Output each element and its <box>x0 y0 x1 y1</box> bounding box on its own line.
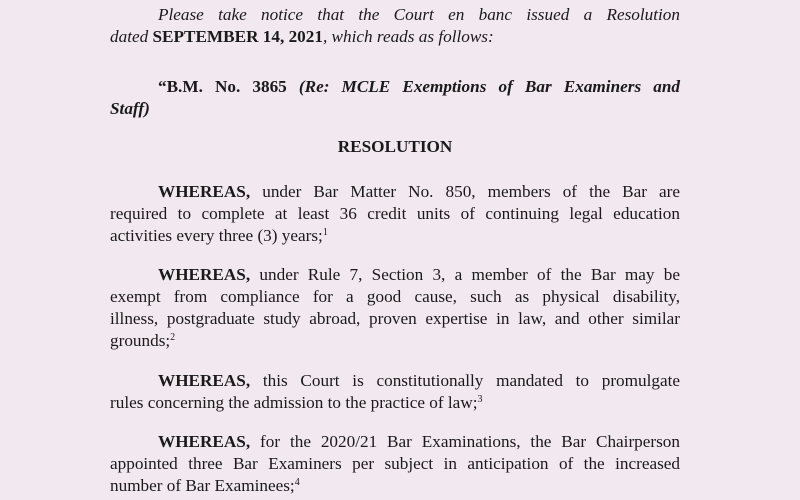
paragraph-line: activities every three (3) years;$^1$ <box>110 226 328 245</box>
whereas-paragraph-2 <box>110 264 680 352</box>
paragraph-line: WHEREAS, this Court is constitutionally mandated to promulgate <box>158 371 680 390</box>
paragraph-line: required to complete at least 36 credit units of continuing legal education <box>110 204 680 223</box>
case-number: B.M. No. 3865 <box>166 77 287 96</box>
case-title-line-1: “B.M. No. 3865 (Re: MCLE Exemptions of Bar Examiners and <box>158 77 680 96</box>
paragraph-line: WHEREAS, for the 2020/21 Bar Examinations, the Bar Chairperson <box>158 432 680 451</box>
footnote-marker: 4 <box>294 477 300 488</box>
whereas-paragraph-3 <box>110 370 680 414</box>
whereas-paragraph-4 <box>110 431 680 497</box>
footnote-marker: 1 <box>322 227 328 238</box>
notice-paragraph <box>110 4 680 48</box>
paragraph-line: illness, postgraduate study abroad, proven expertise in law, and other similar <box>110 309 680 328</box>
paragraph-line: WHEREAS, under Bar Matter No. 850, members of the Bar are <box>158 182 680 201</box>
whereas-paragraph-1 <box>110 181 680 247</box>
case-title <box>110 76 680 120</box>
notice-line-2: dated SEPTEMBER 14, 2021, which reads as follows: <box>110 27 494 46</box>
paragraph-line: rules concerning the admission to the practice of law;$^3$ <box>110 393 483 412</box>
resolution-text <box>110 0 680 500</box>
paragraph-line: number of Bar Examinees;$^4$ <box>110 476 300 495</box>
paragraph-line: grounds;$^2$ <box>110 331 176 350</box>
footnote-marker: 2 <box>170 332 176 343</box>
resolution-date: SEPTEMBER 14, 2021 <box>152 27 323 46</box>
paragraph-line: appointed three Bar Examiners per subject in anticipation of the increased <box>110 454 680 473</box>
notice-line-1: Please take notice that the Court en banc issued a Resolution <box>158 5 680 24</box>
paragraph-line: exempt from compliance for a good cause, such as physical disability, <box>110 287 680 306</box>
case-title-line-2: Staff) <box>110 99 150 118</box>
paragraph-line: WHEREAS, under Rule 7, Section 3, a member of the Bar may be <box>158 265 680 284</box>
footnote-marker: 3 <box>477 394 483 405</box>
resolution-heading: RESOLUTION <box>337 137 453 156</box>
